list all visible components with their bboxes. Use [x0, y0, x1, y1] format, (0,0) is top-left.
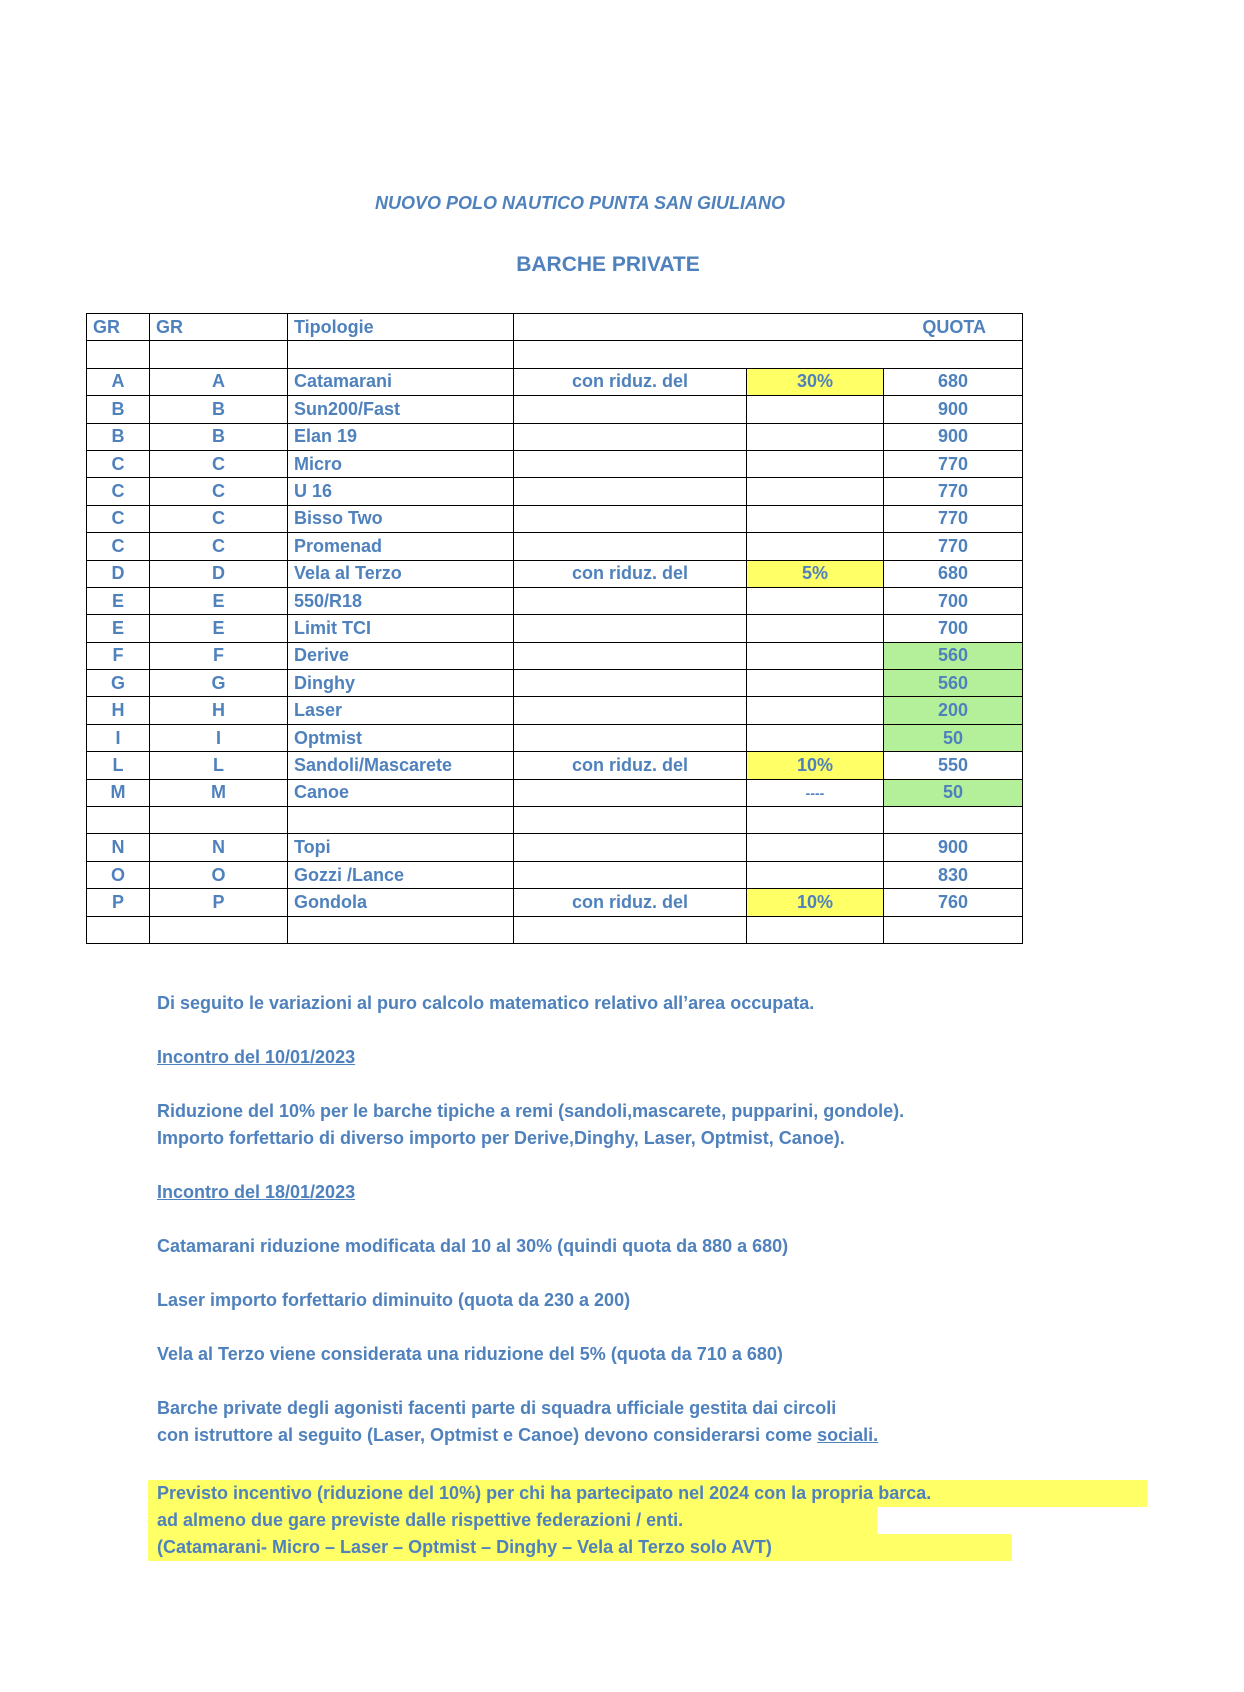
- cell-gr1: C: [87, 450, 150, 477]
- cell-riduzione-note: [514, 807, 747, 834]
- cell-gr1: L: [87, 752, 150, 779]
- cell-tipologia: Micro: [288, 450, 514, 477]
- cell-gr2: [150, 807, 288, 834]
- cell-quota: [884, 916, 1023, 943]
- table-row: [87, 916, 1023, 943]
- cell-riduzione-note: [514, 670, 747, 697]
- cell-percentuale: 30%: [747, 368, 884, 395]
- cell-gr2: I: [150, 724, 288, 751]
- header-gr2: GR: [150, 314, 288, 341]
- cell-percentuale: [747, 916, 884, 943]
- cell-riduzione-note: [514, 396, 747, 423]
- cell-percentuale: [747, 478, 884, 505]
- table-row: [87, 587, 1023, 614]
- cell-gr2: [150, 916, 288, 943]
- table-row: [87, 423, 1023, 450]
- laser-note: Laser importo forfettario diminuito (quota da 230 a 200): [157, 1290, 631, 1310]
- cell-gr1: F: [87, 642, 150, 669]
- cell-percentuale: [747, 450, 884, 477]
- header-tipologie: Tipologie: [288, 314, 514, 341]
- cell-gr2: C: [150, 505, 288, 532]
- cell-tipologia: Bisso Two: [288, 505, 514, 532]
- cell-gr1: [87, 807, 150, 834]
- cell-riduzione-note: [514, 861, 747, 888]
- cell-tipologia: 550/R18: [288, 587, 514, 614]
- table-spacer-row: [87, 341, 1023, 368]
- cell-riduzione-note: con riduz. del: [514, 560, 747, 587]
- cell-tipologia: Limit TCI: [288, 615, 514, 642]
- table-row: [87, 368, 1023, 395]
- table-row: [87, 834, 1023, 861]
- cell-percentuale: 10%: [747, 889, 884, 916]
- cell-percentuale: [747, 533, 884, 560]
- table-row: [87, 779, 1023, 806]
- cell-quota: 770: [884, 450, 1023, 477]
- incentive-line2: ad almeno due gare previste dalle rispettive federazioni / enti.: [148, 1507, 877, 1534]
- cell-gr1: O: [87, 861, 150, 888]
- cell-tipologia: Canoe: [288, 779, 514, 806]
- table-row: [87, 889, 1023, 916]
- table-row: [87, 533, 1023, 560]
- cell-riduzione-note: [514, 423, 747, 450]
- cell-tipologia: Catamarani: [288, 368, 514, 395]
- cell-tipologia: Promenad: [288, 533, 514, 560]
- cell-percentuale: [747, 396, 884, 423]
- notes-intro: Di seguito le variazioni al puro calcolo matematico relativo all’area occupata.: [157, 993, 815, 1013]
- sociali-text: sociali.: [817, 1425, 879, 1445]
- cell-gr2: M: [150, 779, 288, 806]
- table-row: [87, 560, 1023, 587]
- cell-gr2: B: [150, 423, 288, 450]
- cell-percentuale: 10%: [747, 752, 884, 779]
- cell-percentuale: [747, 642, 884, 669]
- cell-quota: 560: [884, 670, 1023, 697]
- header-gr1: GR: [87, 314, 150, 341]
- table-row: [87, 396, 1023, 423]
- notes-section: [157, 990, 1157, 1449]
- cell-riduzione-note: [514, 533, 747, 560]
- cell-gr1: I: [87, 724, 150, 751]
- table-row: [87, 478, 1023, 505]
- cell-quota: 550: [884, 752, 1023, 779]
- cell-gr2: G: [150, 670, 288, 697]
- cell-gr1: M: [87, 779, 150, 806]
- cell-percentuale: [747, 587, 884, 614]
- cell-gr1: E: [87, 587, 150, 614]
- cell-tipologia: Derive: [288, 642, 514, 669]
- cell-gr1: P: [87, 889, 150, 916]
- cell-riduzione-note: [514, 697, 747, 724]
- cell-percentuale: [747, 423, 884, 450]
- cell-quota: 760: [884, 889, 1023, 916]
- cell-quota: 770: [884, 505, 1023, 532]
- cell-riduzione-note: [514, 587, 747, 614]
- cell-quota: 770: [884, 478, 1023, 505]
- cell-riduzione-note: [514, 916, 747, 943]
- cell-gr1: [87, 916, 150, 943]
- cell-tipologia: Elan 19: [288, 423, 514, 450]
- cell-percentuale: [747, 670, 884, 697]
- cell-tipologia: Vela al Terzo: [288, 560, 514, 587]
- cell-quota: 200: [884, 697, 1023, 724]
- cell-gr2: D: [150, 560, 288, 587]
- cell-tipologia: Optmist: [288, 724, 514, 751]
- cell-quota: 680: [884, 560, 1023, 587]
- cell-percentuale: [747, 505, 884, 532]
- cell-percentuale: ----: [747, 779, 884, 806]
- cell-quota: 700: [884, 587, 1023, 614]
- cell-tipologia: Gozzi /Lance: [288, 861, 514, 888]
- meeting1-title: Incontro del 10/01/2023: [157, 1047, 356, 1067]
- cell-riduzione-note: con riduz. del: [514, 368, 747, 395]
- incentive-line3: (Catamarani- Micro – Laser – Optmist – Dinghy – Vela al Terzo solo AVT): [148, 1534, 1012, 1561]
- cell-percentuale: [747, 615, 884, 642]
- cell-gr2: O: [150, 861, 288, 888]
- agonisti-line2: [157, 1422, 1157, 1449]
- cell-quota: 680: [884, 368, 1023, 395]
- meeting1-line2: Importo forfettario di diverso importo per Derive,Dinghy, Laser, Optmist, Canoe).: [157, 1128, 845, 1148]
- cell-gr2: A: [150, 368, 288, 395]
- vela-note: Vela al Terzo viene considerata una riduzione del 5% (quota da 710 a 680): [157, 1344, 783, 1364]
- cell-tipologia: U 16: [288, 478, 514, 505]
- cell-gr2: N: [150, 834, 288, 861]
- cell-gr1: H: [87, 697, 150, 724]
- cell-riduzione-note: [514, 834, 747, 861]
- cell-gr1: N: [87, 834, 150, 861]
- cell-quota: 770: [884, 533, 1023, 560]
- cell-percentuale: [747, 834, 884, 861]
- cell-gr2: C: [150, 450, 288, 477]
- cell-gr1: A: [87, 368, 150, 395]
- cell-gr2: B: [150, 396, 288, 423]
- cell-gr1: C: [87, 533, 150, 560]
- table-row: [87, 807, 1023, 834]
- cell-gr2: E: [150, 587, 288, 614]
- header-quota: QUOTA: [514, 314, 1023, 341]
- cell-gr2: H: [150, 697, 288, 724]
- cell-tipologia: Dinghy: [288, 670, 514, 697]
- table-row: [87, 642, 1023, 669]
- table-row: [87, 752, 1023, 779]
- cell-gr2: E: [150, 615, 288, 642]
- cell-tipologia: Sun200/Fast: [288, 396, 514, 423]
- cell-quota: 50: [884, 779, 1023, 806]
- cell-percentuale: 5%: [747, 560, 884, 587]
- cell-gr2: C: [150, 478, 288, 505]
- cell-riduzione-note: [514, 615, 747, 642]
- table-row: [87, 724, 1023, 751]
- cell-gr1: E: [87, 615, 150, 642]
- cell-riduzione-note: [514, 505, 747, 532]
- table-row: [87, 450, 1023, 477]
- incentive-highlight: [148, 1480, 1147, 1561]
- cell-percentuale: [747, 697, 884, 724]
- cell-tipologia: [288, 916, 514, 943]
- cell-gr1: B: [87, 423, 150, 450]
- cell-gr2: P: [150, 889, 288, 916]
- meeting2-title: Incontro del 18/01/2023: [157, 1182, 356, 1202]
- table-row: [87, 861, 1023, 888]
- boat-fees-table: [86, 313, 1023, 944]
- cell-tipologia: Topi: [288, 834, 514, 861]
- table-row: [87, 505, 1023, 532]
- cell-gr1: C: [87, 478, 150, 505]
- cell-riduzione-note: [514, 478, 747, 505]
- cell-riduzione-note: [514, 642, 747, 669]
- document-subtitle: NUOVO POLO NAUTICO PUNTA SAN GIULIANO: [374, 193, 785, 213]
- cell-quota: 700: [884, 615, 1023, 642]
- table-row: [87, 697, 1023, 724]
- incentive-line1: Previsto incentivo (riduzione del 10%) per chi ha partecipato nel 2024 con la propria barca.: [148, 1480, 1147, 1507]
- cell-percentuale: [747, 861, 884, 888]
- cell-gr1: C: [87, 505, 150, 532]
- cell-riduzione-note: [514, 450, 747, 477]
- cell-quota: [884, 807, 1023, 834]
- cell-gr2: F: [150, 642, 288, 669]
- cell-gr2: L: [150, 752, 288, 779]
- cell-tipologia: [288, 807, 514, 834]
- meeting1-line1: Riduzione del 10% per le barche tipiche a remi (sandoli,mascarete, pupparini, gondole).: [157, 1101, 905, 1121]
- cell-gr1: B: [87, 396, 150, 423]
- cell-quota: 900: [884, 396, 1023, 423]
- table-header-row: [87, 314, 1023, 341]
- cell-percentuale: [747, 807, 884, 834]
- cell-quota: 900: [884, 834, 1023, 861]
- cell-quota: 900: [884, 423, 1023, 450]
- cell-gr1: D: [87, 560, 150, 587]
- cell-tipologia: Sandoli/Mascarete: [288, 752, 514, 779]
- catamarani-note: Catamarani riduzione modificata dal 10 al 30% (quindi quota da 880 a 680): [157, 1236, 789, 1256]
- cell-tipologia: Laser: [288, 697, 514, 724]
- cell-riduzione-note: con riduz. del: [514, 889, 747, 916]
- cell-riduzione-note: con riduz. del: [514, 752, 747, 779]
- cell-tipologia: Gondola: [288, 889, 514, 916]
- table-row: [87, 670, 1023, 697]
- agonisti-line2-text: con istruttore al seguito (Laser, Optmist e Canoe) devono considerarsi come: [157, 1425, 818, 1445]
- table-row: [87, 615, 1023, 642]
- cell-quota: 830: [884, 861, 1023, 888]
- cell-percentuale: [747, 724, 884, 751]
- cell-gr1: G: [87, 670, 150, 697]
- cell-gr2: C: [150, 533, 288, 560]
- agonisti-line1: Barche private degli agonisti facenti parte di squadra ufficiale gestita dai circoli: [157, 1398, 837, 1418]
- document-title: BARCHE PRIVATE: [516, 253, 700, 276]
- cell-riduzione-note: [514, 724, 747, 751]
- cell-quota: 560: [884, 642, 1023, 669]
- cell-quota: 50: [884, 724, 1023, 751]
- cell-riduzione-note: [514, 779, 747, 806]
